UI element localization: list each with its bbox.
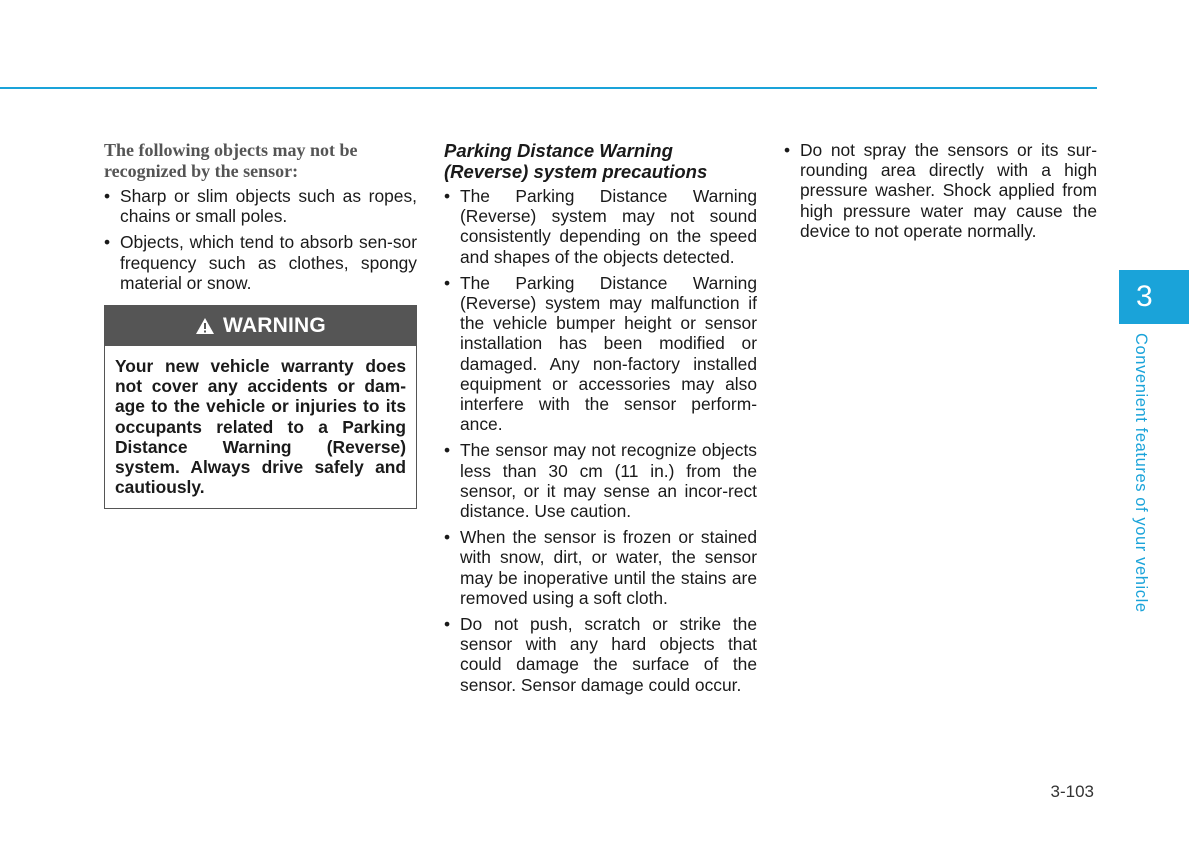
list-item: • The Parking Distance Warning (Reverse) system may not sound consistently depending on the speed and shapes of the objects detected. (444, 186, 757, 267)
warning-text: Your new vehicle warranty does not cover any accidents or dam-age to the vehicle or injuries to its occupants related to a Parking Distance Warning (Reverse) system. Always drive safely and cautiously. (115, 356, 406, 498)
page-number: 3-103 (1050, 782, 1094, 801)
middle-column (444, 140, 757, 701)
objects-heading: The following objects may not be recognized by the sensor: (104, 140, 358, 181)
list-item: • When the sensor is frozen or stained with snow, dirt, or water, the sensor may be inoperative until the stains are removed using a soft cloth. (444, 527, 757, 608)
list-item: • Sharp or slim objects such as ropes, chains or small poles. (104, 186, 417, 227)
list-item: • The sensor may not recognize objects less than 30 cm (11 in.) from the sensor, or it may sense an incor-rect distance. Use caution. (444, 440, 757, 522)
list-item: • Do not push, scratch or strike the sensor with any hard objects that could damage the surface of the sensor. Sensor damage could occur. (444, 614, 757, 695)
warning-triangle-icon (195, 317, 215, 335)
chapter-title: Convenient features of your vehicle (1132, 333, 1150, 613)
precautions-list (444, 186, 757, 695)
washer-list (784, 140, 1097, 241)
precautions-heading: Parking Distance Warning (Reverse) system precautions (444, 140, 708, 182)
warning-header (105, 306, 416, 346)
warning-title: WARNING (223, 314, 326, 338)
warning-box (104, 305, 417, 509)
left-column (104, 140, 417, 509)
header-rule (0, 87, 1097, 89)
chapter-tab (1119, 270, 1189, 324)
objects-list (104, 186, 417, 293)
list-item: • Objects, which tend to absorb sen-sor frequency such as clothes, spongy material or snow. (104, 232, 417, 293)
right-column (784, 140, 1097, 247)
list-item: • The Parking Distance Warning (Reverse) system may malfunction if the vehicle bumper height or sensor installation has been modified or damaged. Any non-factory installed equipment or accessories may also interfere with the sensor perform-ance. (444, 272, 757, 435)
list-item: • Do not spray the sensors or its sur-rounding area directly with a high pressure washer. Shock applied from high pressure water may cause the device to not operate normally. (784, 140, 1097, 241)
chapter-number: 3 (1136, 280, 1153, 313)
